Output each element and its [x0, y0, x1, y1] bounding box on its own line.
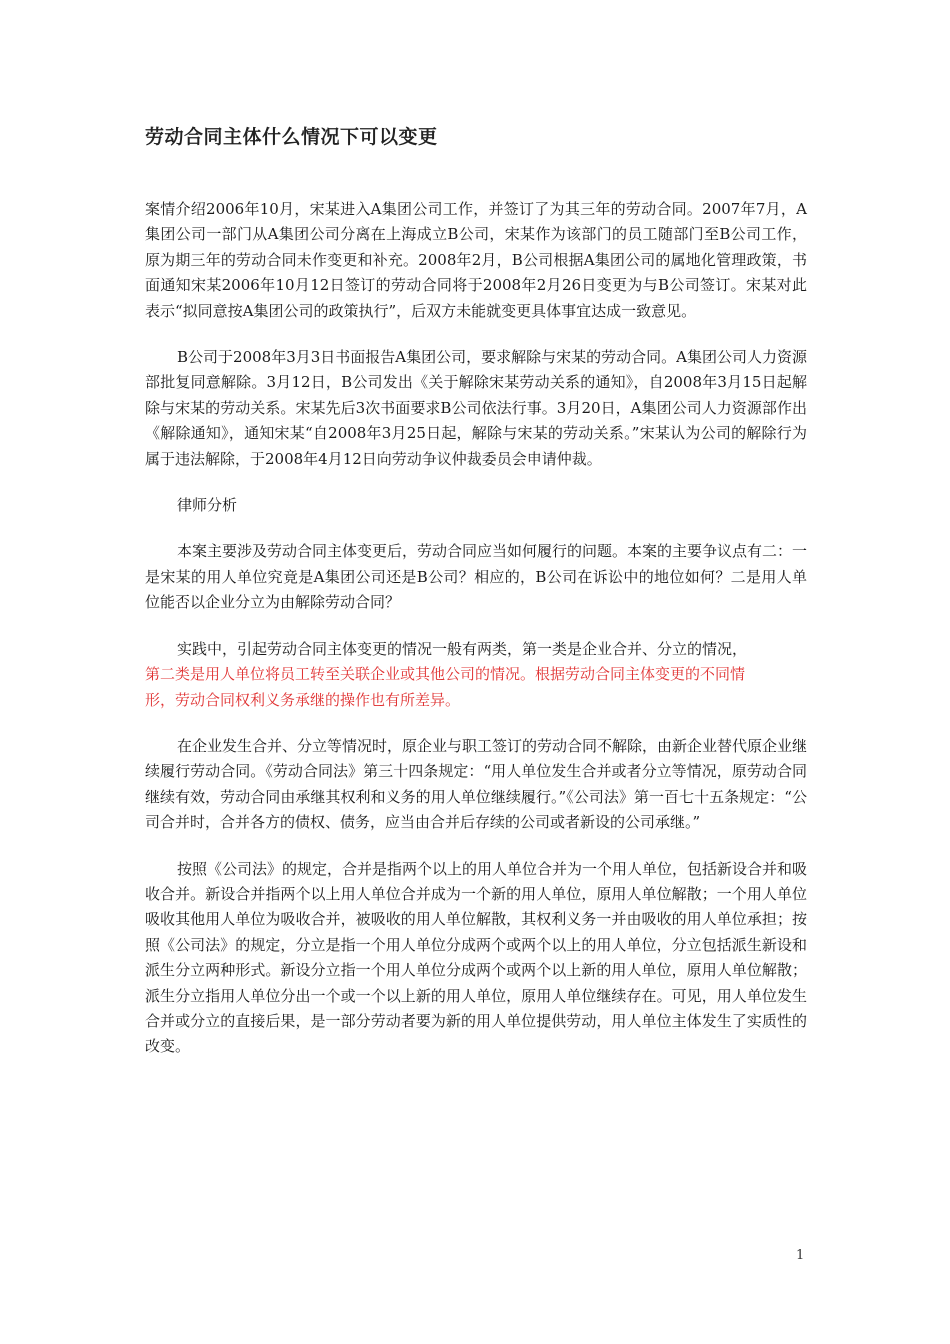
paragraph-merger-rules: 在企业发生合并、分立等情况时，原企业与职工签订的劳动合同不解除，由新企业替代原企业继续履行劳动合同。《劳动合同法》第三十四条规定：“用人单位发生合并或者分立等情况，原劳动合同继续有效，劳动合同由承继其权利和义务的用人单位继续履行。”《公司法》第一百七十五条规定：“公司合并时，合并各方的债权、债务，应当由合并后存续的公司或者新设的公司承继。”	[145, 736, 808, 832]
document-body	[145, 197, 807, 1081]
paragraph-practice-intro: 实践中，引起劳动合同主体变更的情况一般有两类，第一类是企业合并、分立的情况，	[177, 639, 748, 658]
paragraph-case-intro: 案情介绍2006年10月，宋某进入A集团公司工作，并签订了为其三年的劳动合同。2007年7月，A集团公司一部门从A集团公司分离在上海成立B公司，宋某作为该部门的员工随部门至B公司工作，原为期三年的劳动合同未作变更和补充。2008年2月，B公司根据A集团公司的属地化管理政策，书面通知宋某2006年10月12日签订的劳动合同将于2008年2月26日变更为与B公司签订。宋某对此表示“拟同意按A集团公司的政策执行”，后双方未能就变更具体事宜达成一致意见。	[145, 200, 807, 320]
paragraph-dispute-points: 本案主要涉及劳动合同主体变更后，劳动合同应当如何履行的问题。本案的主要争议点有二：一是宋某的用人单位究竟是A集团公司还是B公司？相应的，B公司在诉讼中的地位如何？二是用人单位能否以企业分立为由解除劳动合同？	[145, 542, 808, 612]
paragraph-dismissal: B公司于2008年3月3日书面报告A集团公司，要求解除与宋某的劳动合同。A集团公司人力资源部批复同意解除。3月12日，B公司发出《关于解除宋某劳动关系的通知》，自2008年3月15日起解除与宋某的劳动关系。宋某先后3次书面要求B公司依法行事。3月20日，A集团公司人力资源部作出《解除通知》，通知宋某“自2008年3月25日起，解除与宋某的劳动关系。”宋某认为公司的解除行为属于违法解除，于2008年4月12日向劳动争议仲裁委员会申请仲裁。	[145, 348, 807, 468]
document-title: 劳动合同主体什么情况下可以变更	[145, 126, 438, 148]
section-heading-lawyer-analysis: 律师分析	[177, 496, 238, 515]
highlighted-passage	[145, 662, 807, 713]
highlighted-line: 形，劳动合同权利义务承继的操作也有所差异。	[145, 690, 461, 709]
paragraph-company-law: 按照《公司法》的规定，合并是指两个以上的用人单位合并为一个用人单位，包括新设合并和吸收合并。新设合并指两个以上用人单位合并成为一个新的用人单位，原用人单位解散；一个用人单位吸收其他用人单位为吸收合并，被吸收的用人单位解散，其权利义务一并由吸收的用人单位承担；按照《公司法》的规定，分立是指一个用人单位分成两个或两个以上的用人单位，分立包括派生新设和派生分立两种形式。新设分立指一个用人单位分成两个或两个以上新的用人单位，原用人单位解散；派生分立指用人单位分出一个或一个以上新的用人单位，原用人单位继续存在。可见，用人单位发生合并或分立的直接后果，是一部分劳动者要为新的用人单位提供劳动，用人单位主体发生了实质性的改变。	[145, 859, 808, 1056]
highlighted-line: 第二类是用人单位将员工转至关联企业或其他公司的情况。根据劳动合同主体变更的不同情	[145, 665, 746, 684]
page-number: 1	[796, 1248, 805, 1263]
